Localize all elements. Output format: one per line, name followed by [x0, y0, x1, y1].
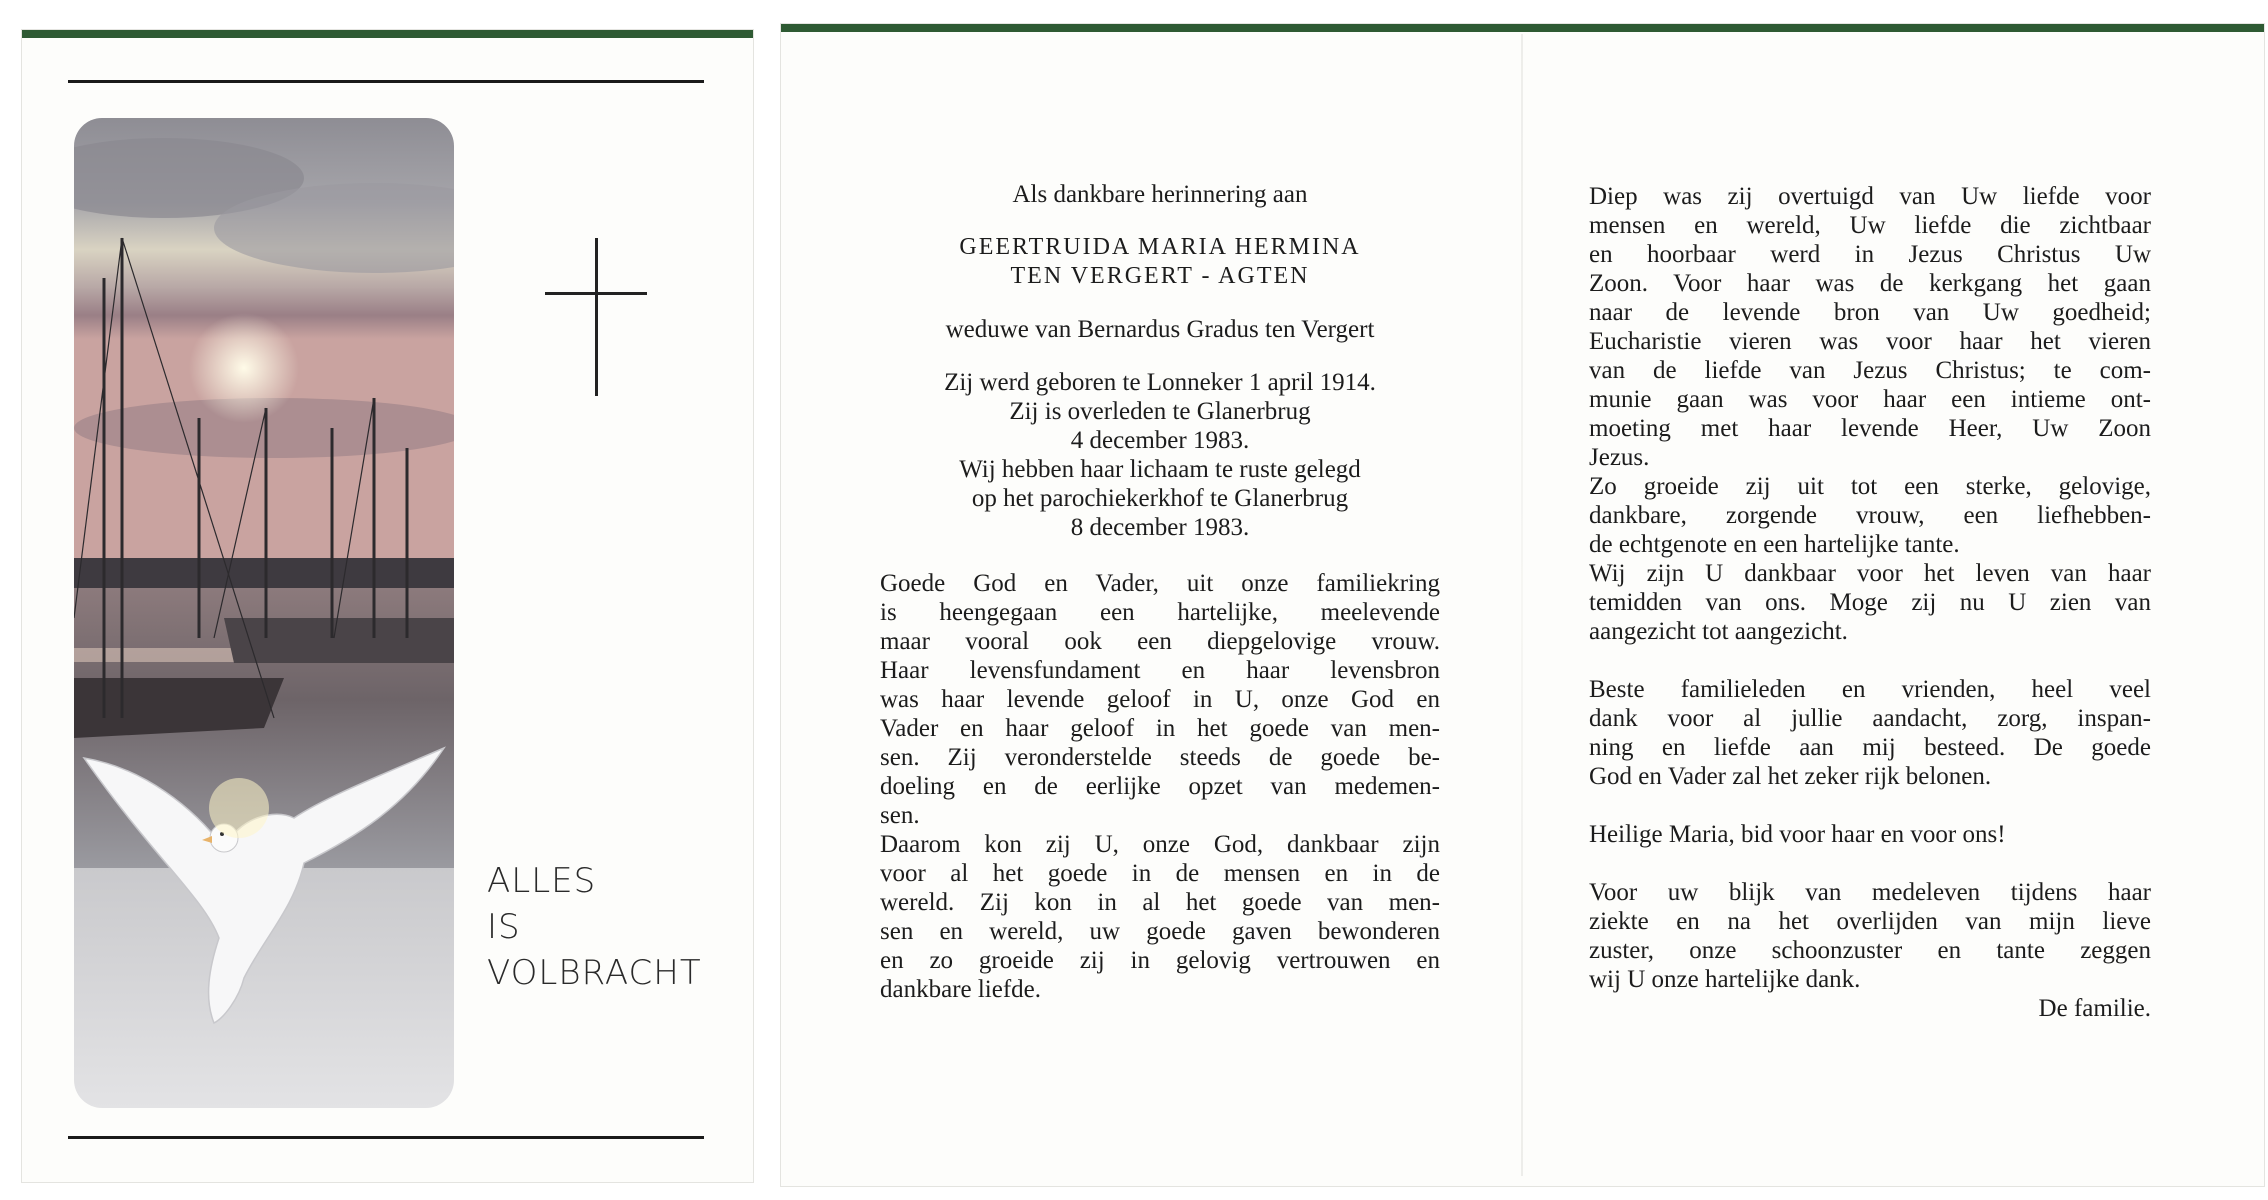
inside-right-column	[1589, 182, 2151, 1023]
text-line: de echtgenote en een hartelijke tante.	[1589, 531, 1960, 558]
text-line: en zo groeide zij in gelovig vertrouwen en	[880, 947, 1440, 974]
front-card	[22, 30, 753, 1182]
motto	[487, 858, 702, 996]
text-line: Vader en haar geloof in het goede van men-	[880, 715, 1440, 742]
motto-line-3: VOLBRACHT	[487, 953, 702, 993]
text-line: dank voor al jullie aandacht, zorg, inspan-	[1589, 705, 2151, 732]
top-rule	[68, 80, 704, 83]
text-line: dankbare, zorgende vrouw, een liefhebben-	[1589, 502, 2151, 529]
text-line: Haar levensfundament en haar levensbron	[880, 657, 1440, 684]
text-line: God en Vader zal het zeker rijk belonen.	[1589, 763, 1992, 790]
text-line: temidden van ons. Moge zij nu U zien van	[1589, 589, 2151, 616]
date-line: 4 december 1983.	[1070, 427, 1250, 454]
date-line: Zij is overleden te Glanerbrug	[1009, 398, 1311, 425]
text-line: Eucharistie vieren was voor haar het vieren	[1589, 328, 2151, 355]
inside-left-column	[880, 180, 1440, 1004]
name-line-1: GEERTRUIDA MARIA HERMINA	[959, 234, 1361, 260]
motto-line-2: IS	[487, 907, 521, 947]
text-line: was haar levende geloof in U, onze God en	[880, 686, 1440, 713]
cross-icon-bar	[545, 292, 647, 295]
text-line: sen en wereld, uw goede gaven bewonderen	[880, 918, 1440, 945]
bottom-rule	[68, 1136, 704, 1139]
text-line: van de liefde van Jezus Christus; te com-	[1589, 357, 2151, 384]
text-line: Wij zijn U dankbaar voor het leven van haar	[1589, 560, 2151, 587]
date-line: op het parochiekerkhof te Glanerbrug	[971, 485, 1349, 512]
prayer-paragraph	[880, 569, 1440, 1004]
name-line-2: TEN VERGERT - AGTEN	[1010, 263, 1310, 289]
text-line: sen. Zij veronderstelde steeds de goede be-	[880, 744, 1440, 771]
heading: Als dankbare herinnering aan	[1012, 181, 1308, 208]
text-line: Goede God en Vader, uit onze familiekring	[880, 570, 1440, 597]
text-line: voor al het goede in de mensen en in de	[880, 860, 1440, 887]
text-line: Jezus.	[1589, 444, 1650, 471]
text-line: sen.	[880, 802, 920, 829]
text-line: maar vooral ook een diepgelovige vrouw.	[880, 628, 1440, 655]
signature: De familie.	[2038, 995, 2151, 1022]
text-line: is heengegaan een hartelijke, meelevende	[880, 599, 1440, 626]
dates-block	[880, 368, 1440, 542]
thanks-paragraph	[1589, 675, 2151, 791]
gratitude-paragraph	[1589, 878, 2151, 994]
date-line: Zij werd geboren te Lonneker 1 april 1914.	[944, 369, 1376, 396]
text-line: aangezicht tot aangezicht.	[1589, 618, 1848, 645]
text-line: wij U onze hartelijke dank.	[1589, 966, 1861, 993]
sailboats-sunset-image	[74, 118, 454, 1108]
motto-line-1: ALLES	[487, 861, 597, 901]
text-line: mensen en wereld, Uw liefde die zichtbaar	[1589, 212, 2151, 239]
text-line: Zo groeide zij uit tot een sterke, gelovige,	[1589, 473, 2151, 500]
text-line: Daarom kon zij U, onze God, dankbaar zijn	[880, 831, 1440, 858]
faith-paragraph	[1589, 182, 2151, 646]
text-line: munie gaan was voor haar een intieme ont-	[1589, 386, 2151, 413]
text-line: en hoorbaar werd in Jezus Christus Uw	[1589, 241, 2151, 268]
date-line: 8 december 1983.	[1070, 514, 1250, 541]
prayer-line: Heilige Maria, bid voor haar en voor ons!	[1589, 821, 2006, 848]
text-line: Voor uw blijk van medeleven tijdens haar	[1589, 879, 2151, 906]
green-edge	[781, 24, 2264, 32]
text-line: moeting met haar levende Heer, Uw Zoon	[1589, 415, 2151, 442]
text-line: naar de levende bron van Uw goedheid;	[1589, 299, 2151, 326]
text-line: zuster, onze schoonzuster en tante zeggen	[1589, 937, 2151, 964]
memorial-photo	[74, 118, 454, 1108]
text-line: Zoon. Voor haar was de kerkgang het gaan	[1589, 270, 2151, 297]
date-line: Wij hebben haar lichaam te ruste gelegd	[959, 456, 1361, 483]
cross-icon	[595, 238, 598, 396]
text-line: Beste familieleden en vrienden, heel veel	[1589, 676, 2151, 703]
text-line: wereld. Zij kon in al het goede van men-	[880, 889, 1440, 916]
text-line: ziekte en na het overlijden van mijn lieve	[1589, 908, 2151, 935]
text-line: ning en liefde aan mij besteed. De goede	[1589, 734, 2151, 761]
text-line: dankbare liefde.	[880, 976, 1042, 1003]
widow-line: weduwe van Bernardus Gradus ten Vergert	[945, 316, 1375, 343]
green-edge	[22, 30, 753, 38]
text-line: doeling en de eerlijke opzet van medemen-	[880, 773, 1440, 800]
fold-line	[1521, 34, 1523, 1176]
text-line: Diep was zij overtuigd van Uw liefde voor	[1589, 183, 2151, 210]
